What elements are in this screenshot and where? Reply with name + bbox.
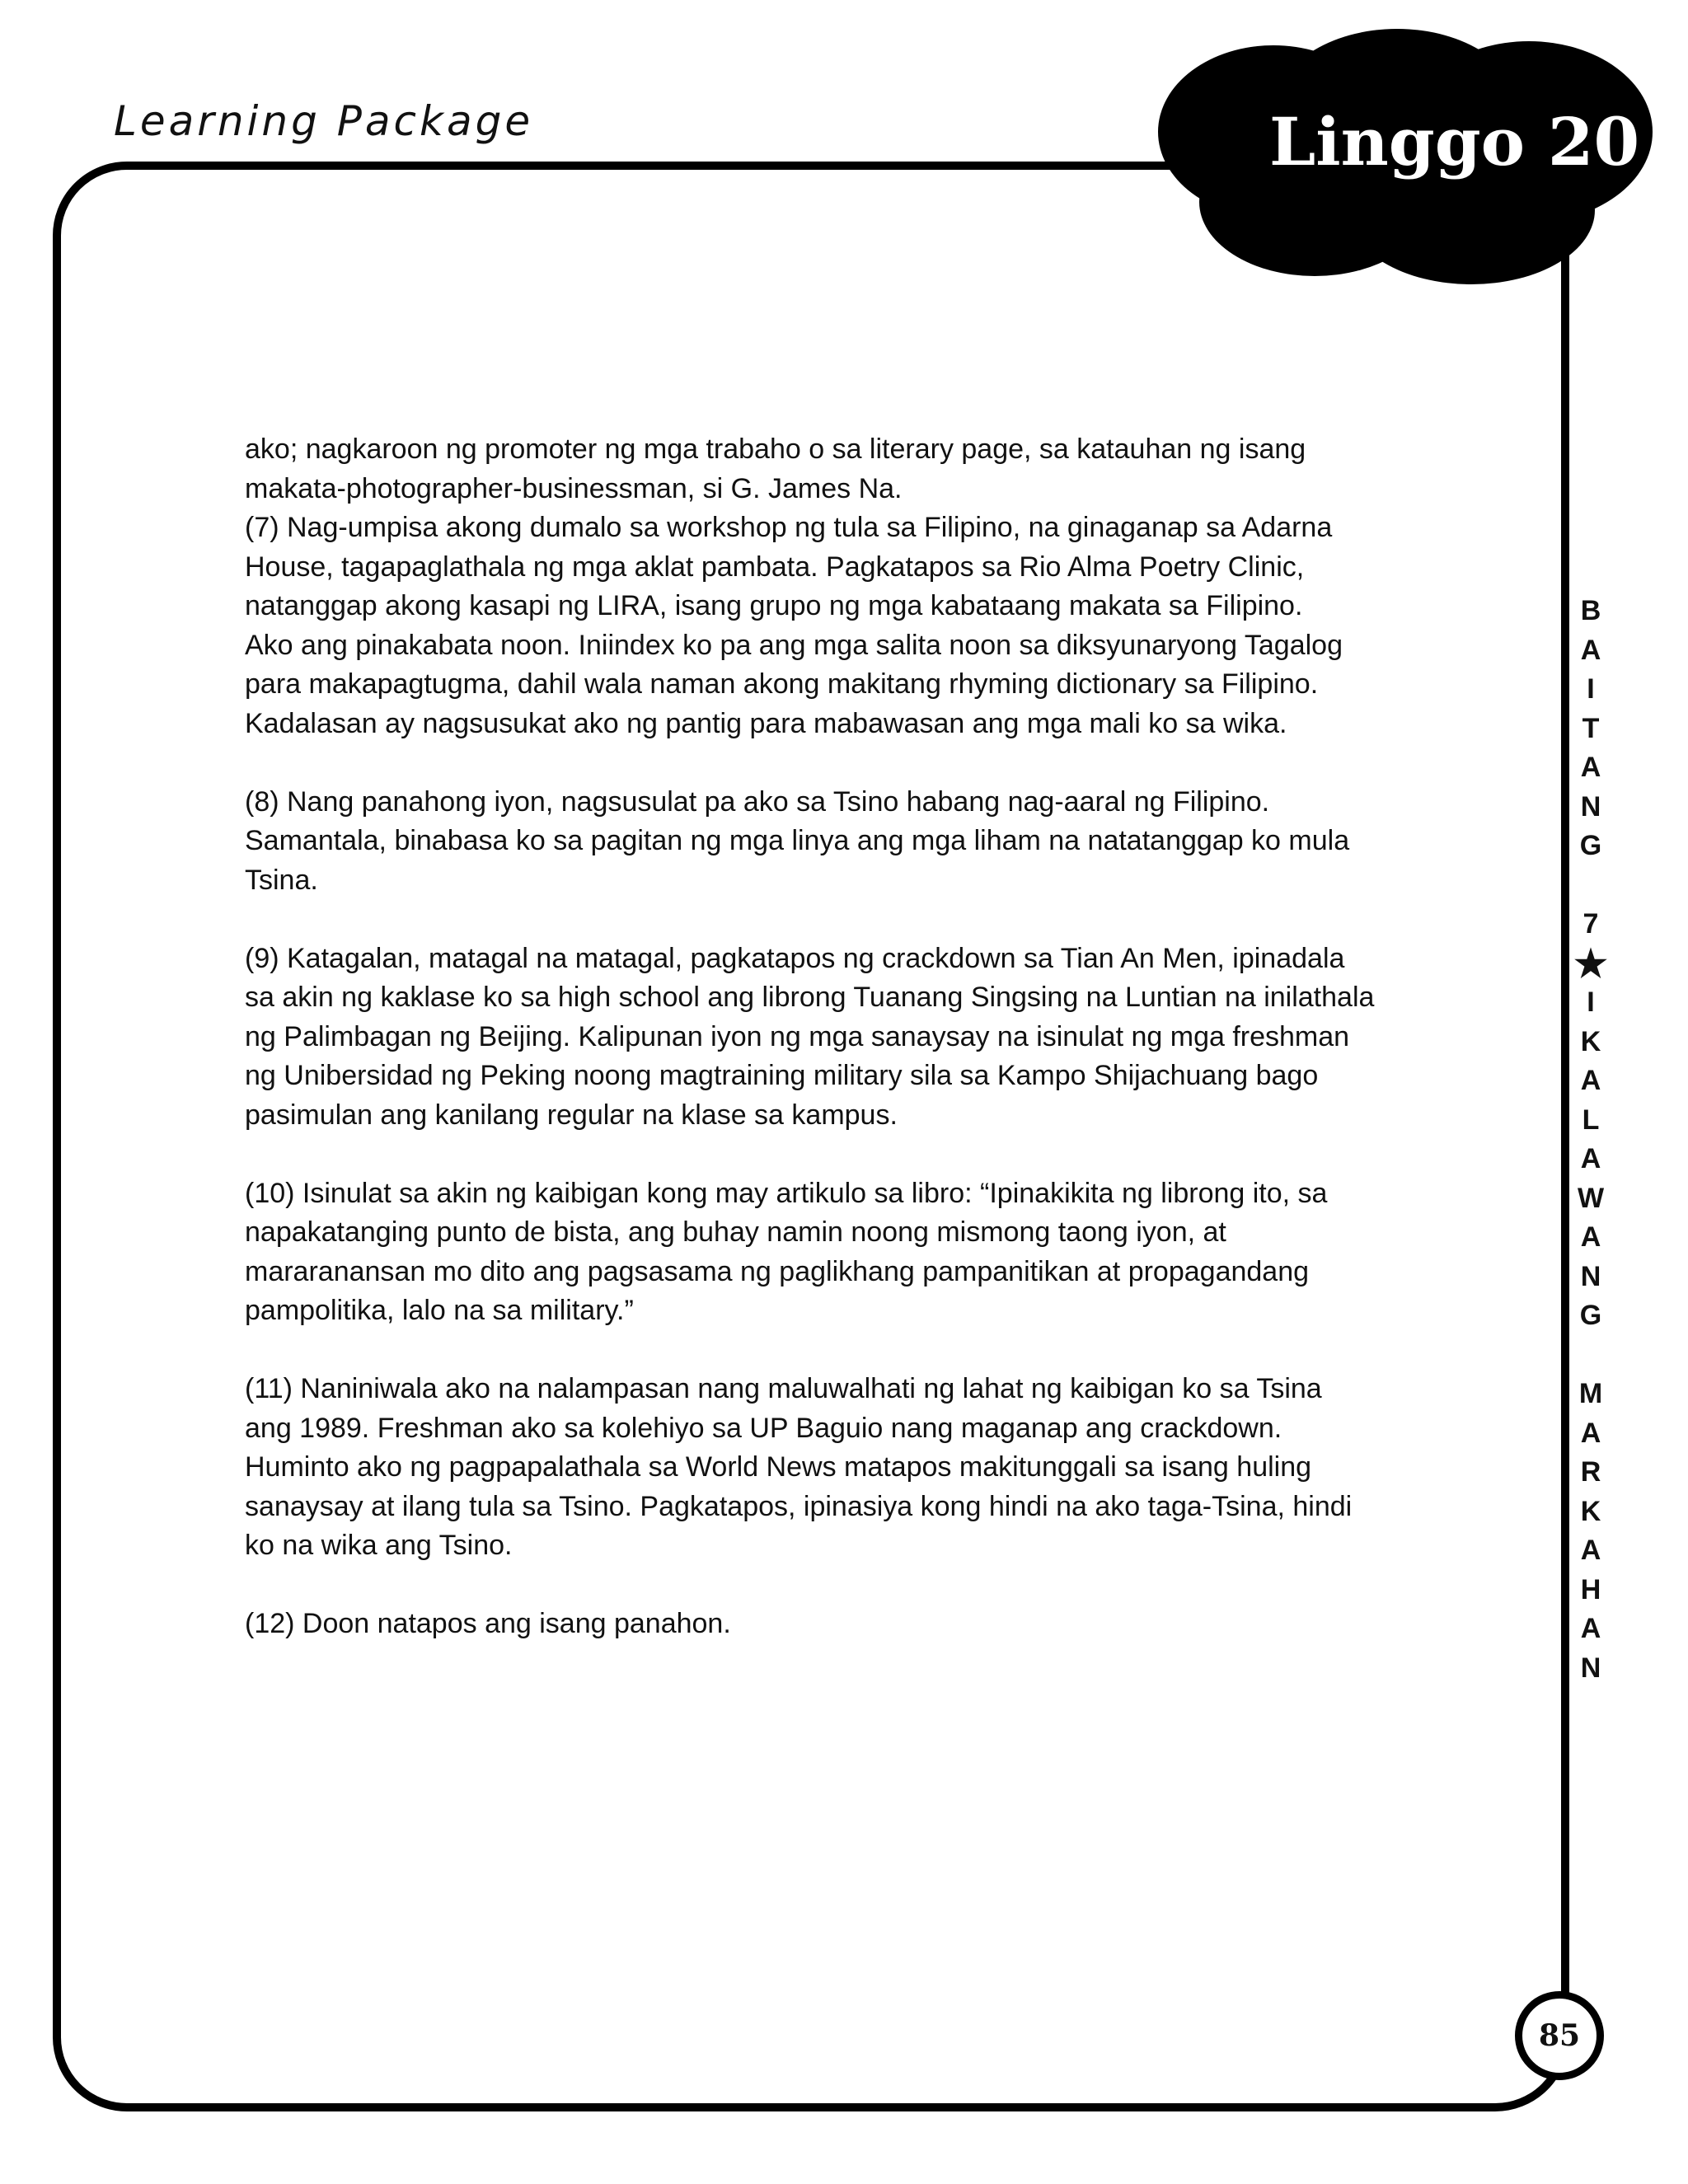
text-line: para makapagtugma, dahil wala naman akong makitang rhyming dictionary sa Filipino. <box>245 668 1319 700</box>
side-letter: A <box>1580 1535 1601 1566</box>
side-letter: A <box>1580 1613 1601 1644</box>
text-line: (7) Nag-umpisa akong dumalo sa workshop ng tula sa Filipino, na ginaganap sa Adarna <box>245 512 1333 543</box>
paragraph <box>245 1370 1448 1566</box>
side-letter: K <box>1580 1025 1601 1057</box>
text-line: Huminto ako ng pagpapalathala sa World News matapos makitunggali sa isang huling <box>245 1451 1312 1483</box>
text-line: ang 1989. Freshman ako sa kolehiyo sa UP Baguio nang maganap ang crackdown. <box>245 1412 1282 1444</box>
text-line: sa akin ng kaklase ko sa high school ang librong Tuanang Singsing na Luntian na inilathala <box>245 982 1375 1013</box>
text-line: Samantala, binabasa ko sa pagitan ng mga linya ang mga liham na natatanggap ko mula <box>245 825 1350 856</box>
side-letter: I <box>1587 987 1595 1018</box>
side-letter: N <box>1580 790 1601 823</box>
text-line: (11) Naniniwala ako na nalampasan nang maluwalhati ng lahat ng kaibigan ko sa Tsina <box>245 1373 1322 1404</box>
paragraph <box>245 430 1448 743</box>
text-line: napakatanging punto de bista, ang buhay namin noong mismong taong iyon, at <box>245 1216 1226 1248</box>
learning-package-label: Learning Package <box>114 97 534 145</box>
side-letter: I <box>1587 673 1595 705</box>
side-letter: G <box>1579 1300 1602 1331</box>
text-line: makata-photographer-businessman, si G. James Na. <box>245 472 903 504</box>
side-letter: N <box>1580 1652 1601 1684</box>
side-letter: R <box>1580 1456 1601 1488</box>
side-letter: A <box>1580 1065 1601 1096</box>
star-icon: ★ <box>1573 941 1608 985</box>
text-line: (8) Nang panahong iyon, nagsusulat pa ako sa Tsino habang nag-aaral ng Filipino. <box>245 785 1270 818</box>
side-letter: M <box>1578 1378 1603 1409</box>
paragraph <box>245 783 1448 901</box>
text-line: mararanansan mo dito ang pagsasama ng paglikhang pampanitikan at propagandang <box>245 1255 1310 1287</box>
text-line: ko na wika ang Tsino. <box>245 1530 513 1561</box>
paragraph <box>245 1605 1448 1644</box>
page-number: 85 <box>1515 1991 1604 2080</box>
side-letter: T <box>1582 712 1600 744</box>
side-letter: W <box>1577 1182 1605 1214</box>
text-line: (12) Doon natapos ang isang panahon. <box>245 1608 731 1639</box>
side-letter: A <box>1580 1143 1601 1174</box>
side-letter: 7 <box>1582 908 1599 940</box>
text-line: natanggap akong kasapi ng LIRA, isang grupo ng mga kabataang makata sa Filipino. <box>245 590 1303 621</box>
text-line: (10) Isinulat sa akin ng kaibigan kong may artikulo sa libro: “Ipinakikita ng librong ito, sa <box>245 1177 1328 1209</box>
text-line: Tsina. <box>245 864 318 896</box>
side-letter: N <box>1580 1260 1601 1292</box>
week-title: Linggo 20 <box>1269 103 1640 180</box>
paragraph <box>245 940 1448 1136</box>
side-letter <box>1570 866 1611 906</box>
text-line: ako; nagkaroon ng promoter ng mga trabaho o sa literary page, sa katauhan ng isang <box>245 434 1306 465</box>
side-letter: L <box>1582 1104 1600 1136</box>
text-line: pampolitika, lalo na sa military.” <box>245 1295 634 1326</box>
text-line: pasimulan ang kanilang regular na klase sa kampus. <box>245 1099 898 1131</box>
text-line: (9) Katagalan, matagal na matagal, pagkatapos ng crackdown sa Tian An Men, ipinadala <box>245 942 1345 974</box>
text-line: Kadalasan ay nagsusukat ako ng pantig para mabawasan ang mga mali ko sa wika. <box>245 707 1287 739</box>
article-body <box>245 430 1448 1683</box>
text-line: Ako ang pinakabata noon. Iniindex ko pa ang mga salita noon sa diksyunaryong Tagalog <box>245 629 1343 661</box>
side-letter <box>1570 1336 1611 1376</box>
text-line: ng Palimbagan ng Beijing. Kalipunan iyon ng mga sanaysay na isinulat ng mga freshman <box>245 1020 1350 1052</box>
paragraph <box>245 1174 1448 1331</box>
side-letter: H <box>1580 1573 1601 1605</box>
text-line: House, tagapaglathala ng mga aklat pambata. Pagkatapos sa Rio Alma Poetry Clinic, <box>245 551 1305 583</box>
side-letter: K <box>1580 1495 1601 1527</box>
side-letter: G <box>1579 830 1602 861</box>
side-letter: A <box>1580 634 1601 666</box>
side-letter: A <box>1580 752 1601 783</box>
side-letter: B <box>1580 595 1601 626</box>
text-line: sanaysay at ilang tula sa Tsino. Pagkatapos, ipinasiya kong hindi na ako taga-Tsina, hindi <box>245 1490 1353 1522</box>
side-label-vertical <box>1570 592 1611 1688</box>
side-letter: A <box>1580 1417 1601 1449</box>
text-line: ng Unibersidad ng Peking noong magtraining military sila sa Kampo Shijachuang bago <box>245 1060 1319 1091</box>
side-letter: A <box>1580 1221 1601 1253</box>
